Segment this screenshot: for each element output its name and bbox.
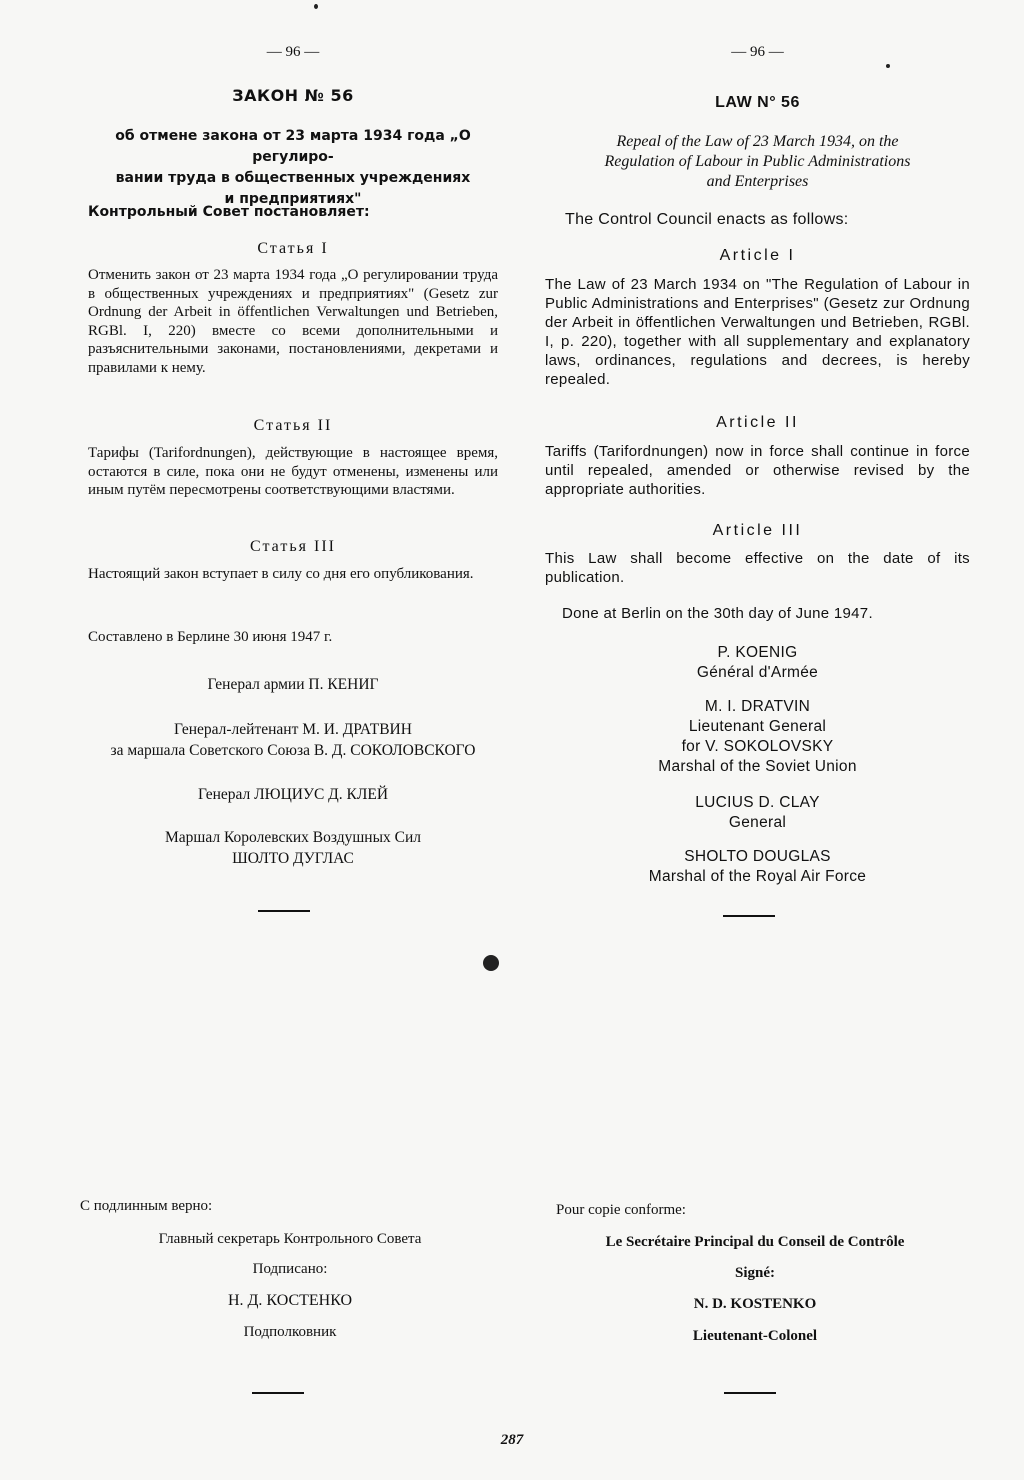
enacts-clause-en: The Control Council enacts as follows: — [565, 211, 849, 228]
law-subtitle-ru — [88, 126, 498, 210]
done-at-en: Done at Berlin on the 30th day of June 1947. — [562, 605, 873, 622]
signatory-koenig-ru: Генерал армии П. КЕНИГ — [207, 676, 379, 693]
divider-rule — [724, 1392, 776, 1394]
cert-line: Lieutenant-Colonel — [692, 1328, 818, 1344]
cert-line: Главный секретарь Контрольного Совета — [158, 1231, 422, 1247]
signatory-line: Lieutenant General — [688, 718, 827, 735]
enacts-clause-ru: Контрольный Совет постановляет: — [88, 204, 370, 220]
cert-line: Н. Д. КОСТЕНКО — [227, 1292, 353, 1309]
article2-text-ru: Тарифы (Tarifordnungen), действующие в настоящее время, остаются в силе, пока они не будут отменены, изменены или иным путём пересмотрены соответствующими властями. — [88, 445, 498, 498]
article2-text-en: Tariffs (Tarifordnungen) now in force shall continue in force until repealed, amended or otherwise revised by the appropriate authorities. — [545, 443, 970, 498]
article3-heading-en: Article III — [712, 522, 803, 539]
signatory-line: за маршала Советского Союза В. Д. СОКОЛОВСКОГО — [110, 742, 476, 759]
signatory-line: SHOLTO DOUGLAS — [684, 848, 831, 865]
signatory-line: M. I. DRATVIN — [704, 698, 811, 715]
law-subtitle-en — [545, 132, 970, 192]
done-at-ru: Составлено в Берлине 30 июня 1947 г. — [88, 629, 333, 645]
article2-heading-en: Article II — [716, 414, 799, 431]
page-number-en: — 96 — — [731, 44, 784, 60]
cert-line: Signé: — [734, 1265, 775, 1281]
subtitle-line: об отмене закона от 23 марта 1934 года „О регулиро- — [115, 128, 471, 165]
cert-line: Подполковник — [243, 1324, 337, 1340]
signatory-line: Marshal of the Soviet Union — [658, 758, 857, 775]
law-title-ru: ЗАКОН № 56 — [232, 86, 354, 105]
divider-rule — [252, 1392, 304, 1394]
cert-line: N. D. KOSTENKO — [693, 1296, 817, 1312]
article1-heading-ru: Статья I — [257, 240, 329, 257]
signatory-douglas-en — [545, 847, 970, 887]
signatory-line: P. KOENIG — [717, 644, 798, 661]
signatory-dratvin-en — [545, 697, 970, 777]
signatory-line: Генерал-лейтенант М. И. ДРАТВИН — [174, 721, 412, 738]
signatory-clay-ru: Генерал ЛЮЦИУС Д. КЛЕЙ — [197, 786, 389, 803]
signatory-line: Маршал Королевских Воздушных Сил — [165, 829, 421, 846]
signatory-line: Général d'Armée — [696, 664, 819, 681]
signatory-line: ШОЛТО ДУГЛАС — [232, 850, 354, 867]
subtitle-line: и предприятиях" — [224, 191, 362, 207]
article1-heading-en: Article I — [719, 247, 796, 264]
cert-line: С подлинным верно: — [80, 1198, 213, 1214]
law-title-en: LAW N° 56 — [715, 94, 800, 111]
article3-text-en: This Law shall become effective on the date of its publication. — [545, 550, 970, 586]
article3-heading-ru: Статья III — [250, 538, 336, 555]
signatory-dratvin-ru — [58, 719, 528, 761]
signatory-line: General — [728, 814, 787, 831]
page-number-ru: — 96 — — [266, 44, 320, 60]
cert-line: Le Secrétaire Principal du Conseil de Contrôle — [605, 1234, 905, 1250]
subtitle-line: вании труда в общественных учреждениях — [115, 170, 471, 186]
article3-text-ru: Настоящий закон вступает в силу со дня его опубликования. — [88, 566, 474, 582]
cert-line: Pour copie conforme: — [556, 1202, 686, 1218]
signatory-line: for V. SOKOLOVSKY — [681, 738, 834, 755]
signatory-clay-en — [545, 793, 970, 833]
signatory-line: LUCIUS D. CLAY — [695, 794, 820, 811]
footer-page-number: 287 — [500, 1432, 524, 1448]
article1-text-en: The Law of 23 March 1934 on "The Regulation of Labour in Public Administrations and Enterprises" (Gesetz zur Ordnung der Arbeit in öffentlichen Verwaltungen und Betrieben, RGBl. I, p. 220), together with all supplementary and explanatory laws, ordinances, regulations and decrees, is hereby repealed. — [545, 276, 970, 388]
ink-speck — [886, 64, 890, 68]
signatory-douglas-ru — [88, 827, 498, 869]
signatory-koenig-en — [545, 643, 970, 683]
divider-rule — [258, 910, 310, 912]
cert-line: Подписано: — [252, 1261, 328, 1277]
signatory-line: Marshal of the Royal Air Force — [648, 868, 867, 885]
subtitle-line: Repeal of the Law of 23 March 1934, on the — [616, 133, 899, 150]
divider-rule — [723, 915, 775, 917]
ink-speck — [314, 4, 318, 9]
article2-heading-ru: Статья II — [253, 417, 333, 434]
subtitle-line: and Enterprises — [706, 173, 809, 190]
subtitle-line: Regulation of Labour in Public Administrations — [604, 153, 911, 170]
ink-blot — [483, 955, 499, 971]
article1-text-ru: Отменить закон от 23 марта 1934 года „О регулировании труда в общественных учреждениях и предприятиях" (Gesetz zur Ordnung der Arbeit in öffentlichen Verwaltungen und Betrieben, RGBl. I, 220) вместе со всеми дополнительными и разъяснительными законами, постановлениями, декретами и правилами к нему. — [88, 267, 498, 376]
